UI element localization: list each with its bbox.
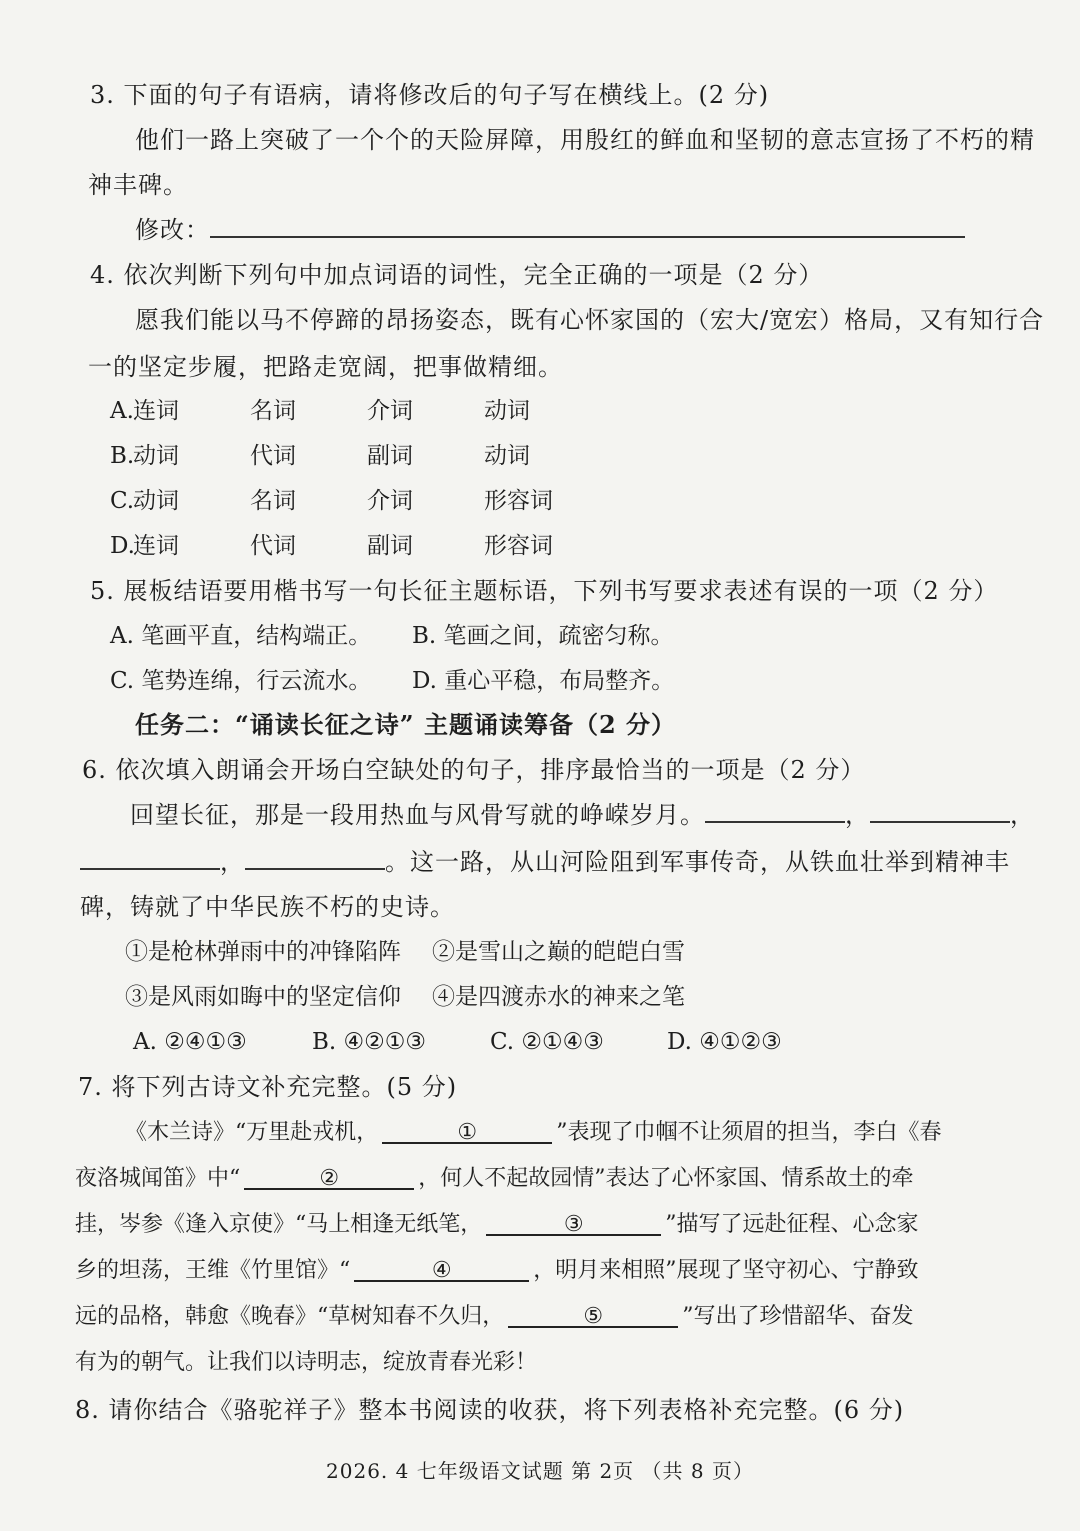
q4-option-word: 动词 bbox=[133, 443, 179, 469]
q4-option-word: 动词 bbox=[484, 443, 530, 469]
q7-text: ，何人不起故园情”表达了心怀家国、情系故土的牵 bbox=[418, 1166, 914, 1191]
task2-heading: 任务二：“诵读长征之诗” 主题诵读筹备（2 分） bbox=[135, 710, 677, 739]
q6-item-4: ④是四渡赤水的神来之笔 bbox=[432, 984, 685, 1010]
q4-title: 4. 依次判断下列句中加点词语的词性，完全正确的一项是（2 分） bbox=[90, 261, 824, 289]
q7-blank-3[interactable]: ③ bbox=[486, 1210, 661, 1236]
q8-title: 8. 请你结合《骆驼祥子》整本书阅读的收获，将下列表格补充完整。(6 分) bbox=[75, 1396, 905, 1424]
q4-option-word: 动词 bbox=[133, 488, 179, 514]
q4-option-letter: A. bbox=[110, 398, 134, 424]
q3-title: 3. 下面的句子有语病，请将修改后的句子写在横线上。(2 分) bbox=[90, 81, 770, 109]
q6-line2 bbox=[80, 847, 1010, 877]
q7-blank-1[interactable]: ① bbox=[382, 1118, 552, 1144]
q4-option-letter: D. bbox=[110, 533, 135, 559]
q4-option-letter: C. bbox=[110, 488, 135, 514]
q3-sentence-line2: 神丰碑。 bbox=[88, 171, 188, 199]
q6-comma: ， bbox=[1010, 801, 1035, 829]
q5-option-d: D. 重心平稳，布局整齐。 bbox=[412, 668, 675, 694]
q7-text: 远的品格，韩愈《晚春》“草树知春不久归， bbox=[75, 1304, 505, 1329]
q7-blank-5[interactable]: ⑤ bbox=[508, 1302, 678, 1328]
q4-option-word: 介词 bbox=[367, 398, 413, 424]
q7-blank-2[interactable]: ② bbox=[244, 1164, 414, 1190]
q6-item-3: ③是风雨如晦中的坚定信仰 bbox=[125, 984, 401, 1010]
q6-option-b: B. ④②①③ bbox=[312, 1029, 427, 1055]
q3-answer-row bbox=[135, 215, 965, 245]
q3-sentence-line1: 他们一路上突破了一个个的天险屏障，用殷红的鲜血和坚韧的意志宣扬了不朽的精 bbox=[135, 126, 1035, 154]
q7-text: 挂，岑参《逢入京使》“马上相逢无纸笔， bbox=[75, 1212, 483, 1237]
q6-item-2: ②是雪山之巅的皑皑白雪 bbox=[432, 939, 685, 965]
q7-text: ”描写了远赴征程、心念家 bbox=[665, 1212, 919, 1237]
q7-line4 bbox=[75, 1256, 919, 1286]
q7-title: 7. 将下列古诗文补充完整。(5 分) bbox=[78, 1073, 458, 1101]
q7-line6: 有为的朝气。让我们以诗明志，绽放青春光彩！ bbox=[75, 1350, 538, 1375]
q5-title: 5. 展板结语要用楷书写一句长征主题标语，下列书写要求表述有误的一项（2 分） bbox=[90, 577, 999, 605]
q6-comma: ， bbox=[845, 801, 870, 829]
q4-option-word: 连词 bbox=[133, 533, 179, 559]
q5-option-b: B. 笔画之间，疏密匀称。 bbox=[412, 623, 674, 649]
q6-option-c: C. ②①④③ bbox=[490, 1029, 604, 1055]
q4-option-word: 代词 bbox=[250, 443, 296, 469]
q6-line2-text: 。这一路，从山河险阻到军事传奇，从铁血壮举到精神丰 bbox=[385, 848, 1010, 876]
q4-sentence-line1: 愿我们能以马不停蹄的昂扬姿态，既有心怀家国的（宏大/宽宏）格局，又有知行合 bbox=[135, 306, 1045, 334]
q7-text: 《木兰诗》“万里赴戎机， bbox=[125, 1120, 379, 1145]
q4-option-letter: B. bbox=[110, 443, 135, 469]
q4-option-word: 形容词 bbox=[484, 533, 553, 559]
q7-line2 bbox=[75, 1164, 914, 1194]
q6-item-1: ①是枪林弹雨中的冲锋陷阵 bbox=[125, 939, 401, 965]
q6-blank-4[interactable] bbox=[245, 848, 385, 870]
q4-option-word: 名词 bbox=[250, 488, 296, 514]
q4-option-word: 代词 bbox=[250, 533, 296, 559]
q7-blank-4[interactable]: ④ bbox=[354, 1256, 529, 1282]
q5-option-c: C. 笔势连绵，行云流水。 bbox=[110, 668, 372, 694]
q7-text: ”表现了巾帼不让须眉的担当，李白《春 bbox=[556, 1120, 942, 1145]
q6-option-a: A. ②④①③ bbox=[133, 1029, 247, 1055]
q3-answer-line[interactable] bbox=[210, 216, 965, 238]
q4-option-word: 名词 bbox=[250, 398, 296, 424]
q6-blank-1[interactable] bbox=[705, 801, 845, 823]
q6-comma: ， bbox=[220, 848, 245, 876]
q7-line5 bbox=[75, 1302, 914, 1332]
q6-option-d: D. ④①②③ bbox=[667, 1029, 782, 1055]
q4-option-word: 介词 bbox=[367, 488, 413, 514]
q4-option-word: 动词 bbox=[484, 398, 530, 424]
q4-option-word: 副词 bbox=[367, 443, 413, 469]
q4-option-word: 形容词 bbox=[484, 488, 553, 514]
q4-option-word: 副词 bbox=[367, 533, 413, 559]
page-footer: 2026. 4 七年级语文试题 第 2页 （共 8 页） bbox=[326, 1459, 754, 1483]
q6-blank-3[interactable] bbox=[80, 848, 220, 870]
q6-blank-2[interactable] bbox=[870, 801, 1010, 823]
q6-line3: 碑，铸就了中华民族不朽的史诗。 bbox=[80, 893, 455, 921]
q7-text: ”写出了珍惜韶华、奋发 bbox=[682, 1304, 914, 1329]
q7-text: 乡的坦荡，王维《竹里馆》“ bbox=[75, 1258, 351, 1283]
q7-line3 bbox=[75, 1210, 919, 1240]
q6-line1-text: 回望长征，那是一段用热血与风骨写就的峥嵘岁月。 bbox=[130, 801, 705, 829]
q5-option-a: A. 笔画平直，结构端正。 bbox=[110, 623, 372, 649]
q7-line1 bbox=[125, 1118, 942, 1148]
q4-sentence-line2: 一的坚定步履，把路走宽阔，把事做精细。 bbox=[88, 353, 563, 381]
q3-answer-label: 修改： bbox=[135, 216, 210, 244]
q7-text: 夜洛城闻笛》中“ bbox=[75, 1166, 241, 1191]
q7-text: ，明月来相照”展现了坚守初心、宁静致 bbox=[533, 1258, 919, 1283]
q6-line1 bbox=[130, 800, 1035, 830]
q4-option-word: 连词 bbox=[133, 398, 179, 424]
q6-title: 6. 依次填入朗诵会开场白空缺处的句子，排序最恰当的一项是（2 分） bbox=[82, 756, 866, 784]
